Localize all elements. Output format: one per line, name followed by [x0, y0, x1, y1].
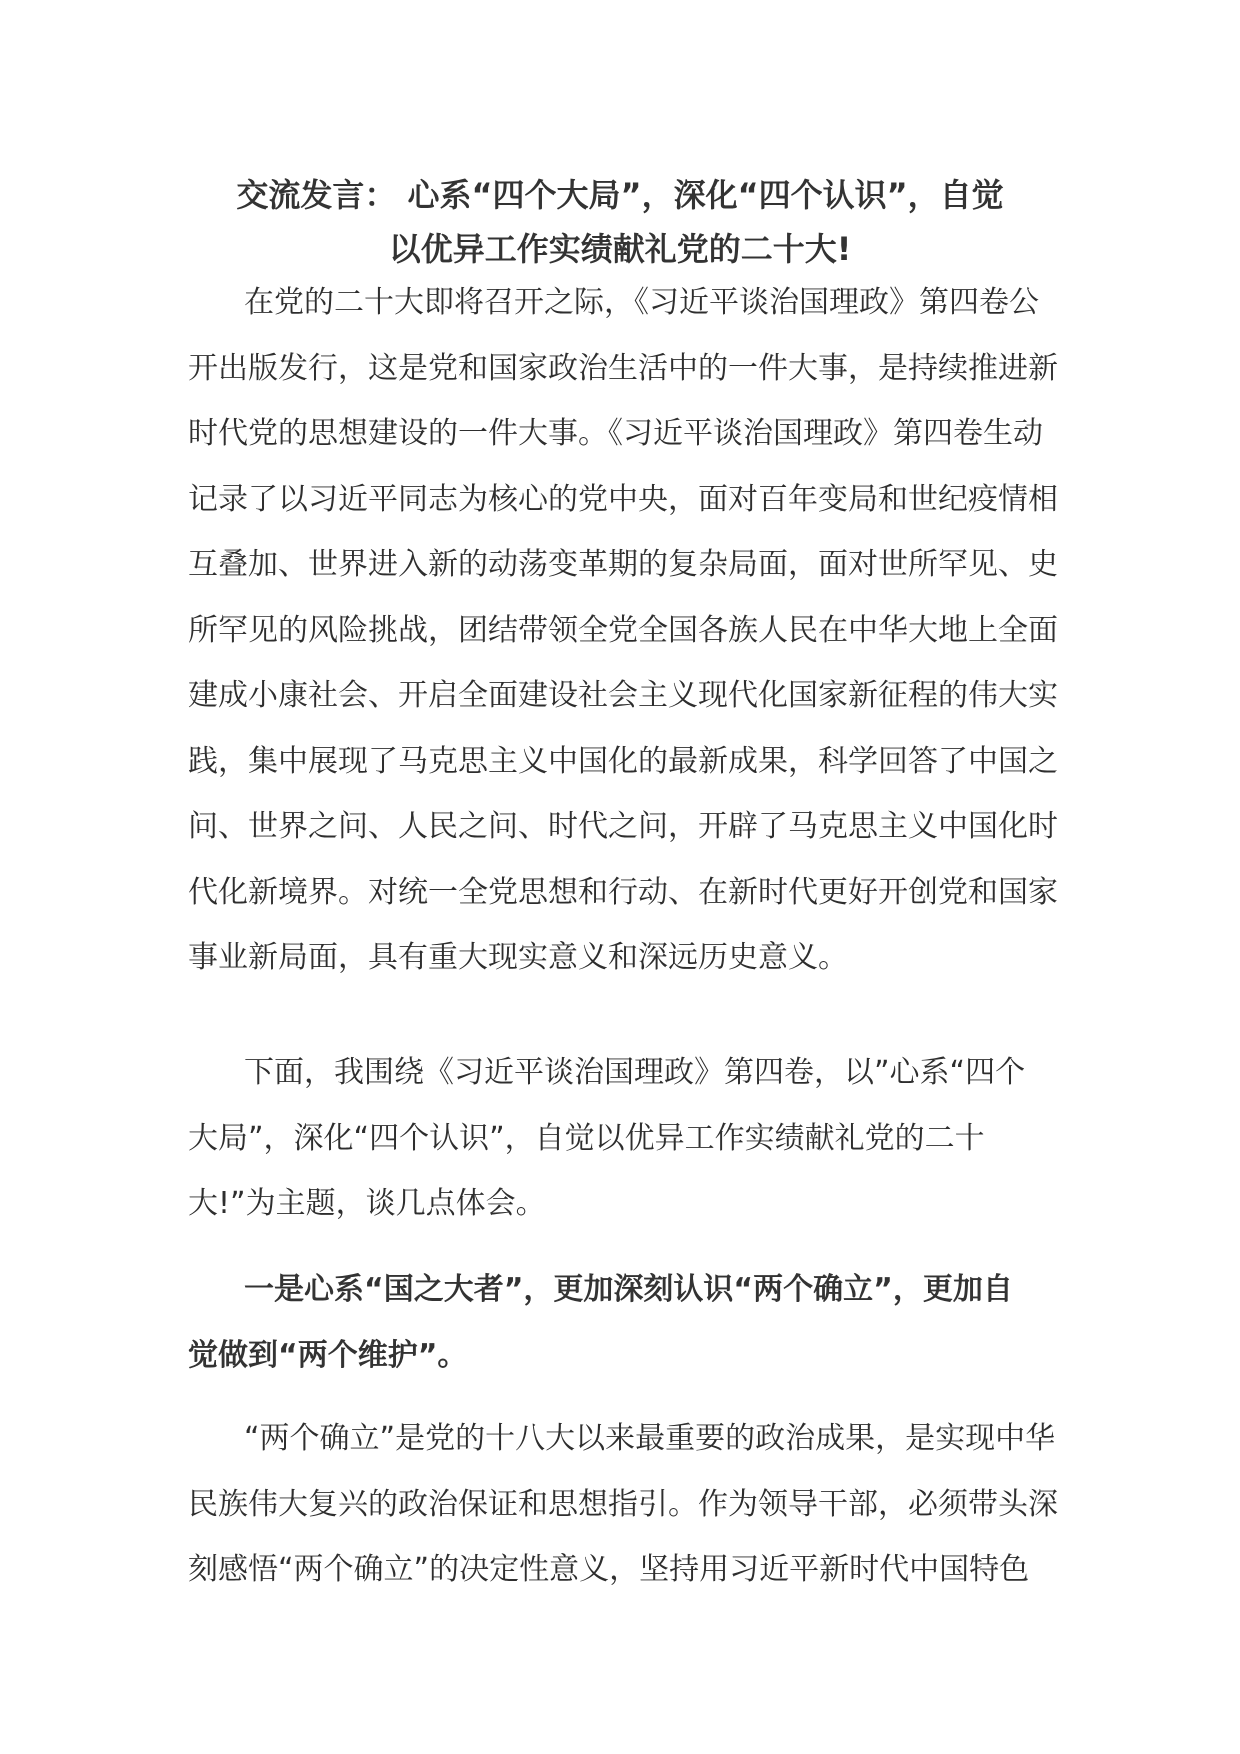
paragraph-two-establishments: [188, 1406, 1068, 1603]
paragraph-line: 民族伟大复兴的政治保证和思想指引。作为领导干部，必须带头深: [188, 1486, 1058, 1522]
heading-line: 一是心系“国之大者”，更加深刻认识“两个确立”，更加自: [244, 1272, 1013, 1307]
paragraph-theme: [188, 1040, 1068, 1237]
paragraph-line: 在党的二十大即将召开之际，《习近平谈治国理政》第四卷公: [244, 285, 1039, 320]
paragraph-line: 大局”，深化“四个认识”，自觉以优异工作实绩献礼党的二十: [188, 1120, 985, 1156]
paragraph-line: 建成小康社会、开启全面建设社会主义现代化国家新征程的伟大实: [188, 678, 1058, 713]
section-heading-1: [188, 1257, 1068, 1388]
paragraph-line: 互叠加、世界进入新的动荡变革期的复杂局面，面对世所罕见、史: [188, 547, 1058, 582]
title-line-1: 交流发言： 心系“四个大局”，深化“四个认识”，自觉: [236, 176, 1004, 214]
paragraph-line: “两个确立”是党的十八大以来最重要的政治成果，是实现中华: [244, 1421, 1056, 1456]
paragraph-intro: [188, 270, 1068, 991]
paragraph-line: 记录了以习近平同志为核心的党中央，面对百年变局和世纪疫情相: [188, 481, 1058, 517]
heading-line: 觉做到“两个维护”。: [188, 1337, 468, 1373]
paragraph-line: 代化新境界。对统一全党思想和行动、在新时代更好开创党和国家: [188, 874, 1058, 910]
paragraph-line: 所罕见的风险挑战，团结带领全党全国各族人民在中华大地上全面: [188, 612, 1058, 648]
paragraph-line: 问、世界之问、人民之问、时代之问，开辟了马克思主义中国化时: [188, 809, 1058, 844]
paragraph-line: 开出版发行，这是党和国家政治生活中的一件大事，是持续推进新: [188, 350, 1058, 386]
paragraph-line: 刻感悟“两个确立”的决定性意义，坚持用习近平新时代中国特色: [188, 1552, 1030, 1587]
paragraph-line: 下面，我围绕《习近平谈治国理政》第四卷，以”心系“四个: [244, 1055, 1026, 1090]
paragraph-line: 事业新局面，具有重大现实意义和深远历史意义。: [188, 940, 848, 975]
paragraph-line: 大!”为主题，谈几点体会。: [188, 1186, 546, 1221]
paragraph-line: 践，集中展现了马克思主义中国化的最新成果，科学回答了中国之: [188, 743, 1058, 779]
paragraph-line: 时代党的思想建设的一件大事。《习近平谈治国理政》第四卷生动: [188, 416, 1043, 451]
title-line-2: 以优异工作实绩献礼党的二十大!: [388, 230, 852, 268]
document-title: [190, 168, 1050, 276]
